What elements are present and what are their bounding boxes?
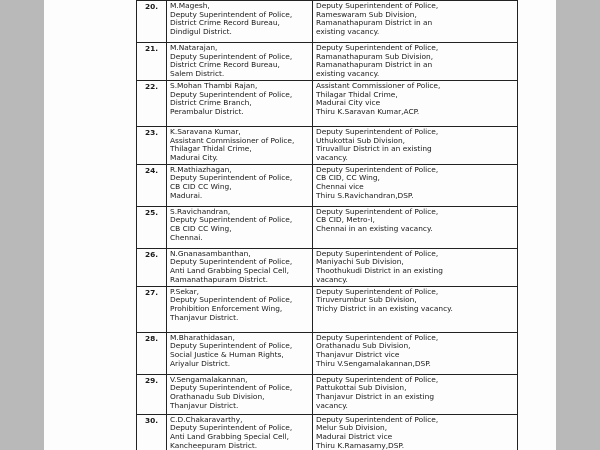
officer-cell bbox=[167, 1, 313, 43]
officer-cell bbox=[167, 80, 313, 126]
officer-line: M.Magesh, bbox=[170, 1, 210, 10]
officer-line: District Crime Record Bureau, bbox=[170, 60, 280, 70]
posting-line: Madurai City vice bbox=[316, 98, 381, 108]
officer-line: S.Mohan Thambi Rajan, bbox=[170, 80, 258, 90]
officer-line: Anti Land Grabbing Special Cell, bbox=[170, 266, 290, 276]
serial-number: 24. bbox=[137, 164, 167, 206]
officer-cell bbox=[167, 286, 313, 332]
officer-line: Ariyalur District. bbox=[170, 358, 231, 368]
posting-line: Rameswaram Sub Division, bbox=[316, 9, 417, 19]
posting-line: Deputy Superintendent of Police, bbox=[316, 332, 439, 342]
posting-line: Deputy Superintendent of Police, bbox=[316, 414, 439, 424]
posting-line: Ramanathapuram District in an bbox=[316, 18, 433, 28]
posting-line: Thiru S.Ravichandran,DSP. bbox=[316, 190, 414, 200]
posting-cell bbox=[313, 1, 518, 43]
posting-cell bbox=[313, 414, 518, 450]
table-row bbox=[137, 286, 518, 332]
officer-line: District Crime Branch, bbox=[170, 98, 252, 108]
officer-line: Deputy Superintendent of Police, bbox=[170, 215, 293, 225]
officer-line: Orathanadu Sub Division, bbox=[170, 392, 265, 402]
posting-line: Thoothukudi District in an existing bbox=[316, 266, 443, 276]
table-row bbox=[137, 1, 518, 43]
posting-line: Uthukottai Sub Division, bbox=[316, 135, 405, 145]
officer-cell bbox=[167, 248, 313, 286]
officer-line: M.Bharathidasan, bbox=[170, 332, 235, 342]
officer-line: District Crime Record Bureau, bbox=[170, 18, 280, 28]
posting-line: Pattukottai Sub Division, bbox=[316, 383, 407, 393]
posting-line: Thilagar Thidal Crime, bbox=[316, 89, 398, 99]
table-row bbox=[137, 80, 518, 126]
posting-line: Deputy Superintendent of Police, bbox=[316, 43, 439, 52]
officer-line: Anti Land Grabbing Special Cell, bbox=[170, 432, 290, 442]
serial-number: 28. bbox=[137, 332, 167, 374]
posting-line: vacancy. bbox=[316, 274, 348, 284]
officer-cell bbox=[167, 206, 313, 248]
officer-line: Deputy Superintendent of Police, bbox=[170, 51, 293, 61]
posting-line: Thiru V.Sengamalakannan,DSP. bbox=[316, 358, 431, 368]
officer-line: Madurai. bbox=[170, 190, 203, 200]
posting-line: CB CID, CC Wing, bbox=[316, 173, 380, 183]
posting-line: Thanjavur District in an existing bbox=[316, 392, 435, 402]
officer-line: R.Mathiazhagan, bbox=[170, 164, 232, 174]
posting-line: Thiru K.Ramasamy,DSP. bbox=[316, 440, 405, 450]
officer-line: S.Ravichandran, bbox=[170, 206, 231, 216]
posting-line: Trichy District in an existing vacancy. bbox=[316, 304, 453, 314]
posting-cell bbox=[313, 80, 518, 126]
officer-line: Kancheepuram District. bbox=[170, 440, 258, 450]
officer-line: Ramanathapuram District. bbox=[170, 274, 268, 284]
officer-cell bbox=[167, 164, 313, 206]
serial-number: 23. bbox=[137, 126, 167, 164]
table-row bbox=[137, 374, 518, 414]
officer-cell bbox=[167, 414, 313, 450]
posting-cell bbox=[313, 43, 518, 81]
posting-line: Ramanathapuram Sub Division, bbox=[316, 51, 434, 61]
officer-line: C.D.Chakaravarthy, bbox=[170, 414, 243, 424]
officer-cell bbox=[167, 332, 313, 374]
officer-line: Perambalur District. bbox=[170, 106, 244, 116]
serial-number: 20. bbox=[137, 1, 167, 43]
officer-cell bbox=[167, 374, 313, 414]
posting-line: Tiruverumbur Sub Division, bbox=[316, 295, 417, 305]
serial-number: 26. bbox=[137, 248, 167, 286]
serial-number: 22. bbox=[137, 80, 167, 126]
table-row bbox=[137, 126, 518, 164]
table-row bbox=[137, 206, 518, 248]
posting-cell bbox=[313, 286, 518, 332]
table-row bbox=[137, 43, 518, 81]
officer-line: Dindigul District. bbox=[170, 27, 232, 37]
posting-line: Deputy Superintendent of Police, bbox=[316, 286, 439, 296]
table-row bbox=[137, 414, 518, 450]
officer-line: Deputy Superintendent of Police, bbox=[170, 257, 293, 267]
posting-line: Thanjavur District vice bbox=[316, 350, 400, 360]
posting-line: Deputy Superintendent of Police, bbox=[316, 164, 439, 174]
officer-cell bbox=[167, 126, 313, 164]
posting-cell bbox=[313, 332, 518, 374]
posting-line: Orathanadu Sub Division, bbox=[316, 341, 411, 351]
posting-cell bbox=[313, 206, 518, 248]
posting-line: Deputy Superintendent of Police, bbox=[316, 206, 439, 216]
officer-line: CB CID CC Wing, bbox=[170, 182, 232, 192]
posting-line: Thiru K.Saravan Kumar,ACP. bbox=[316, 106, 420, 116]
officer-line: V.Sengamalakannan, bbox=[170, 374, 248, 384]
officer-line: CB CID CC Wing, bbox=[170, 224, 232, 234]
officer-line: Assistant Commissioner of Police, bbox=[170, 135, 295, 145]
posting-line: Madurai District vice bbox=[316, 432, 393, 442]
officer-line: P.Sekar, bbox=[170, 286, 199, 296]
officer-line: Deputy Superintendent of Police, bbox=[170, 173, 293, 183]
officer-line: Deputy Superintendent of Police, bbox=[170, 89, 293, 99]
officer-line: Salem District. bbox=[170, 69, 225, 79]
posting-line: Ramanathapuram District in an bbox=[316, 60, 433, 70]
officer-line: Chennai. bbox=[170, 232, 203, 242]
officer-line: Social Justice & Human Rights, bbox=[170, 350, 284, 360]
officer-line: K.Saravana Kumar, bbox=[170, 126, 241, 136]
officer-line: N.Gnanasambanthan, bbox=[170, 248, 251, 258]
posting-cell bbox=[313, 248, 518, 286]
posting-line: Deputy Superintendent of Police, bbox=[316, 374, 439, 384]
transfer-table bbox=[136, 0, 518, 450]
posting-line: Tiruvallur District in an existing bbox=[316, 144, 432, 154]
officer-line: Madurai City. bbox=[170, 152, 219, 162]
officer-line: Thilagar Thidal Crime, bbox=[170, 144, 252, 154]
serial-number: 29. bbox=[137, 374, 167, 414]
posting-line: Deputy Superintendent of Police, bbox=[316, 1, 439, 10]
table-row bbox=[137, 164, 518, 206]
posting-line: Chennai vice bbox=[316, 182, 364, 192]
serial-number: 30. bbox=[137, 414, 167, 450]
officer-line: Prohibition Enforcement Wing, bbox=[170, 304, 283, 314]
officer-line: Deputy Superintendent of Police, bbox=[170, 341, 293, 351]
officer-cell bbox=[167, 43, 313, 81]
officer-line: Thanjavur District. bbox=[170, 400, 239, 410]
posting-line: Melur Sub Division, bbox=[316, 423, 388, 433]
officer-line: Deputy Superintendent of Police, bbox=[170, 9, 293, 19]
posting-line: Chennai in an existing vacancy. bbox=[316, 224, 433, 234]
table-row bbox=[137, 332, 518, 374]
officer-line: Deputy Superintendent of Police, bbox=[170, 423, 293, 433]
officer-line: Deputy Superintendent of Police, bbox=[170, 383, 293, 393]
posting-line: existing vacancy. bbox=[316, 69, 380, 79]
document-page bbox=[44, 0, 556, 450]
posting-cell bbox=[313, 126, 518, 164]
table-row bbox=[137, 248, 518, 286]
table-body bbox=[137, 1, 518, 450]
serial-number: 21. bbox=[137, 43, 167, 81]
serial-number: 25. bbox=[137, 206, 167, 248]
officer-line: Thanjavur District. bbox=[170, 312, 239, 322]
serial-number: 27. bbox=[137, 286, 167, 332]
posting-line: Deputy Superintendent of Police, bbox=[316, 248, 439, 258]
posting-cell bbox=[313, 164, 518, 206]
officer-line: Deputy Superintendent of Police, bbox=[170, 295, 293, 305]
posting-line: Assistant Commissioner of Police, bbox=[316, 80, 441, 90]
posting-line: Maniyachi Sub Division, bbox=[316, 257, 404, 267]
officer-line: M.Natarajan, bbox=[170, 43, 218, 52]
posting-line: vacancy. bbox=[316, 400, 348, 410]
posting-line: vacancy. bbox=[316, 152, 348, 162]
posting-line: Deputy Superintendent of Police, bbox=[316, 126, 439, 136]
posting-cell bbox=[313, 374, 518, 414]
posting-line: existing vacancy. bbox=[316, 27, 380, 37]
posting-line: CB CID, Metro-I, bbox=[316, 215, 375, 225]
